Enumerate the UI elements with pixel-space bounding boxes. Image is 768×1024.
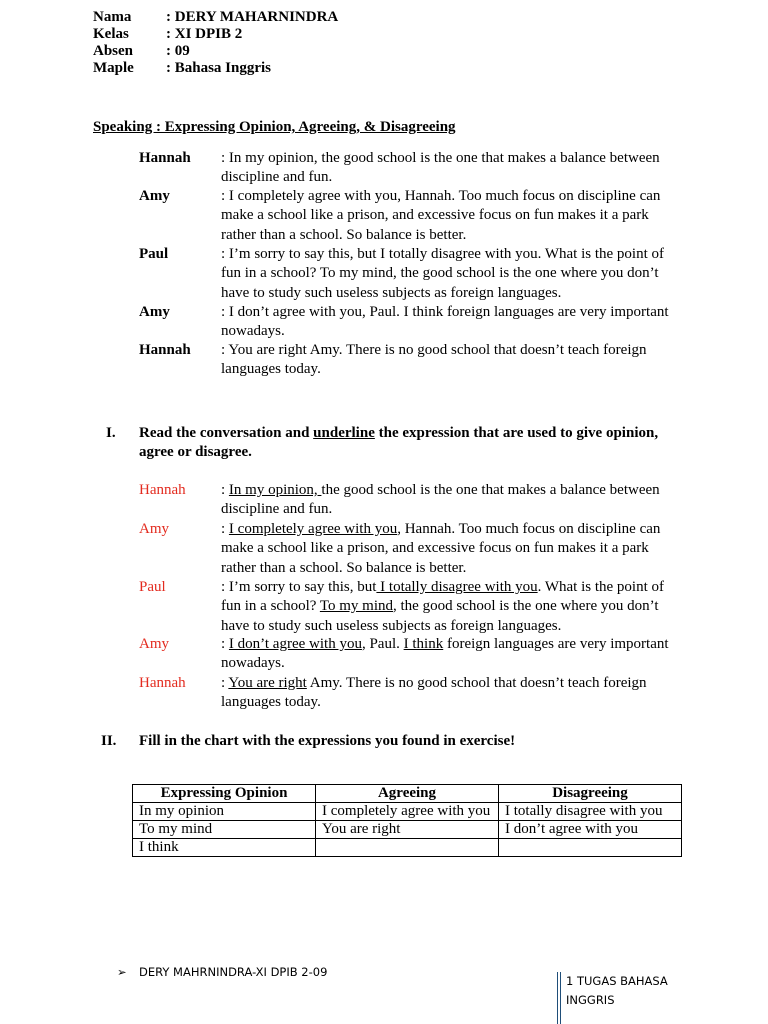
section-number: II. [101, 733, 117, 749]
expressions-chart [132, 784, 682, 857]
dialog2-text: the good school is the one that makes a balance between discipline and fun. [221, 482, 660, 518]
underlined-expression: I think [403, 636, 444, 652]
chart-cell[interactable]: To my mind [133, 821, 316, 839]
header-row-maple: Maple : Bahasa Inggris [93, 60, 272, 76]
dialog2-line [221, 674, 681, 713]
underlined-expression: You are right [228, 675, 307, 691]
dialog-line: : You are right Amy. There is no good school that doesn’t teach foreign languages today. [221, 342, 647, 378]
arrow-bullet-icon: ➢ [117, 965, 127, 979]
dialog2-text: . What is the point of fun in a school? [221, 579, 664, 615]
underlined-expression: In my opinion, [228, 482, 322, 498]
chart-cell[interactable] [499, 839, 682, 857]
chart-cell[interactable] [316, 839, 499, 857]
dialog-line: : I completely agree with you, Hannah. Too much focus on discipline can make a school like a prison, and excessive focus on fun makes it a park rather than a school. So balance is better. [221, 188, 661, 243]
table-row [133, 821, 682, 839]
dialog2-text: : [221, 482, 229, 498]
underlined-expression: I don’t agree with you [228, 636, 362, 652]
dialog2-speaker: Hannah [139, 675, 186, 691]
dialog2-line [221, 578, 681, 636]
dialog-speaker: Amy [139, 188, 170, 204]
dialog2-text: : [221, 521, 229, 537]
header-row-absen: Absen : 09 [93, 43, 190, 59]
chart-header-row [133, 785, 682, 803]
chart-header-opinion: Expressing Opinion [133, 785, 316, 803]
dialog-line: : I’m sorry to say this, but I totally disagree with you. What is the point of fun in a school? To my mind, the good school is the one where you don’t have to study such useless subjects as foreign languages. [221, 246, 664, 301]
dialog2-speaker: Amy [139, 521, 169, 537]
underlined-expression: I totally disagree with you [376, 579, 538, 595]
dialog2-speaker: Hannah [139, 482, 186, 498]
dialog2-line [221, 635, 681, 674]
page-title: Speaking : Expressing Opinion, Agreeing, & Disagreeing [93, 119, 456, 135]
dialog2-speaker: Paul [139, 579, 166, 595]
dialog-speaker: Hannah [139, 342, 191, 358]
chart-cell[interactable]: I completely agree with you [316, 803, 499, 821]
header-row-nama: Nama : DERY MAHARNINDRA [93, 9, 339, 25]
chart-cell[interactable]: In my opinion [133, 803, 316, 821]
chart-cell[interactable]: I totally disagree with you [499, 803, 682, 821]
dialog2-text: : I’m sorry to say this, but [221, 579, 377, 595]
section-instruction: Fill in the chart with the expressions you found in exercise! [139, 733, 516, 749]
footer-left: ➢ DERY MAHRNINDRA-XI DPIB 2-09 [117, 965, 328, 979]
dialog2-text: foreign languages are very important nowadays. [221, 636, 669, 672]
dialog-line: : I don’t agree with you, Paul. I think foreign languages are very important nowadays. [221, 304, 669, 340]
chart-cell[interactable]: I don’t agree with you [499, 821, 682, 839]
dialog-speaker: Amy [139, 304, 170, 320]
dialog2-text: , Paul. [361, 636, 404, 652]
dialog-speaker: Paul [139, 246, 169, 262]
dialog-line: : In my opinion, the good school is the one that makes a balance between discipline and fun. [221, 150, 660, 186]
header-row-kelas: Kelas : XI DPIB 2 [93, 26, 243, 42]
dialog2-text: , the good school is the one where you don’t have to study such useless subjects as foreign languages. [221, 598, 659, 634]
chart-cell[interactable]: I think [133, 839, 316, 857]
underlined-expression: To my mind [319, 598, 393, 615]
dialog-speaker: Hannah [139, 150, 191, 166]
footer-right: 1 TUGAS BAHASA INGGRIS [557, 972, 686, 1024]
chart-cell[interactable]: You are right [316, 821, 499, 839]
dialog2-line [221, 481, 681, 520]
chart-header-disagreeing: Disagreeing [499, 785, 682, 803]
dialog2-text: Amy. There is no good school that doesn’t teach foreign languages today. [221, 675, 647, 711]
dialog2-text: : [221, 675, 229, 691]
chart-header-agreeing: Agreeing [316, 785, 499, 803]
section-number: I. [106, 425, 116, 441]
dialog2-text: , Hannah. Too much focus on discipline can make a school like a prison, and excessive focus on fun makes it a park rather than a school. So balance is better. [221, 521, 661, 576]
section-instruction: Read the conversation and underline the expression that are used to give opinion, agree or disagree. [139, 425, 659, 461]
dialog2-line [221, 520, 681, 578]
underlined-expression: I completely agree with you [228, 521, 398, 537]
table-row [133, 839, 682, 857]
dialog2-text: : [221, 636, 229, 652]
dialog2-speaker: Amy [139, 636, 169, 652]
table-row [133, 803, 682, 821]
